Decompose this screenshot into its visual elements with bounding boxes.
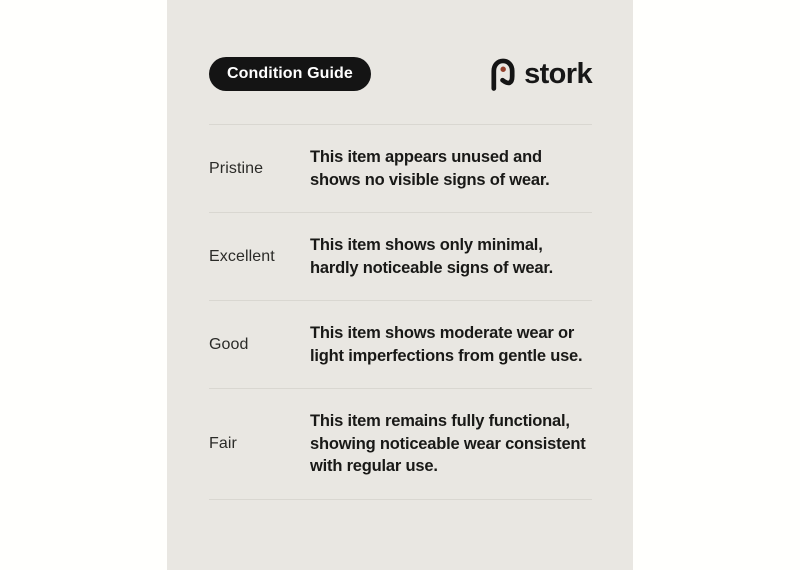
condition-row-good xyxy=(209,300,592,388)
condition-guide-card xyxy=(167,0,633,570)
stork-mark-dot xyxy=(501,66,506,71)
condition-label: Good xyxy=(209,335,249,353)
stork-logo-text: stork xyxy=(524,57,592,90)
condition-description: This item shows moderate wear or light imperfections from gentle use. xyxy=(310,324,583,365)
condition-label: Fair xyxy=(209,434,237,452)
condition-row-pristine xyxy=(209,124,592,212)
card-header xyxy=(209,57,592,91)
conditions-table xyxy=(209,124,592,500)
condition-description: This item shows only minimal, hardly noticeable signs of wear. xyxy=(310,236,554,277)
condition-guide-badge[interactable]: Condition Guide xyxy=(209,57,371,91)
condition-row-excellent xyxy=(209,212,592,300)
condition-description: This item remains fully functional, showing noticeable wear consistent with regular use. xyxy=(310,412,586,475)
stork-logo xyxy=(489,58,592,91)
stork-mark-icon xyxy=(489,58,517,91)
condition-label: Excellent xyxy=(209,247,275,265)
condition-row-fair xyxy=(209,388,592,500)
condition-label: Pristine xyxy=(209,159,264,177)
condition-description: This item appears unused and shows no visible signs of wear. xyxy=(310,148,550,189)
